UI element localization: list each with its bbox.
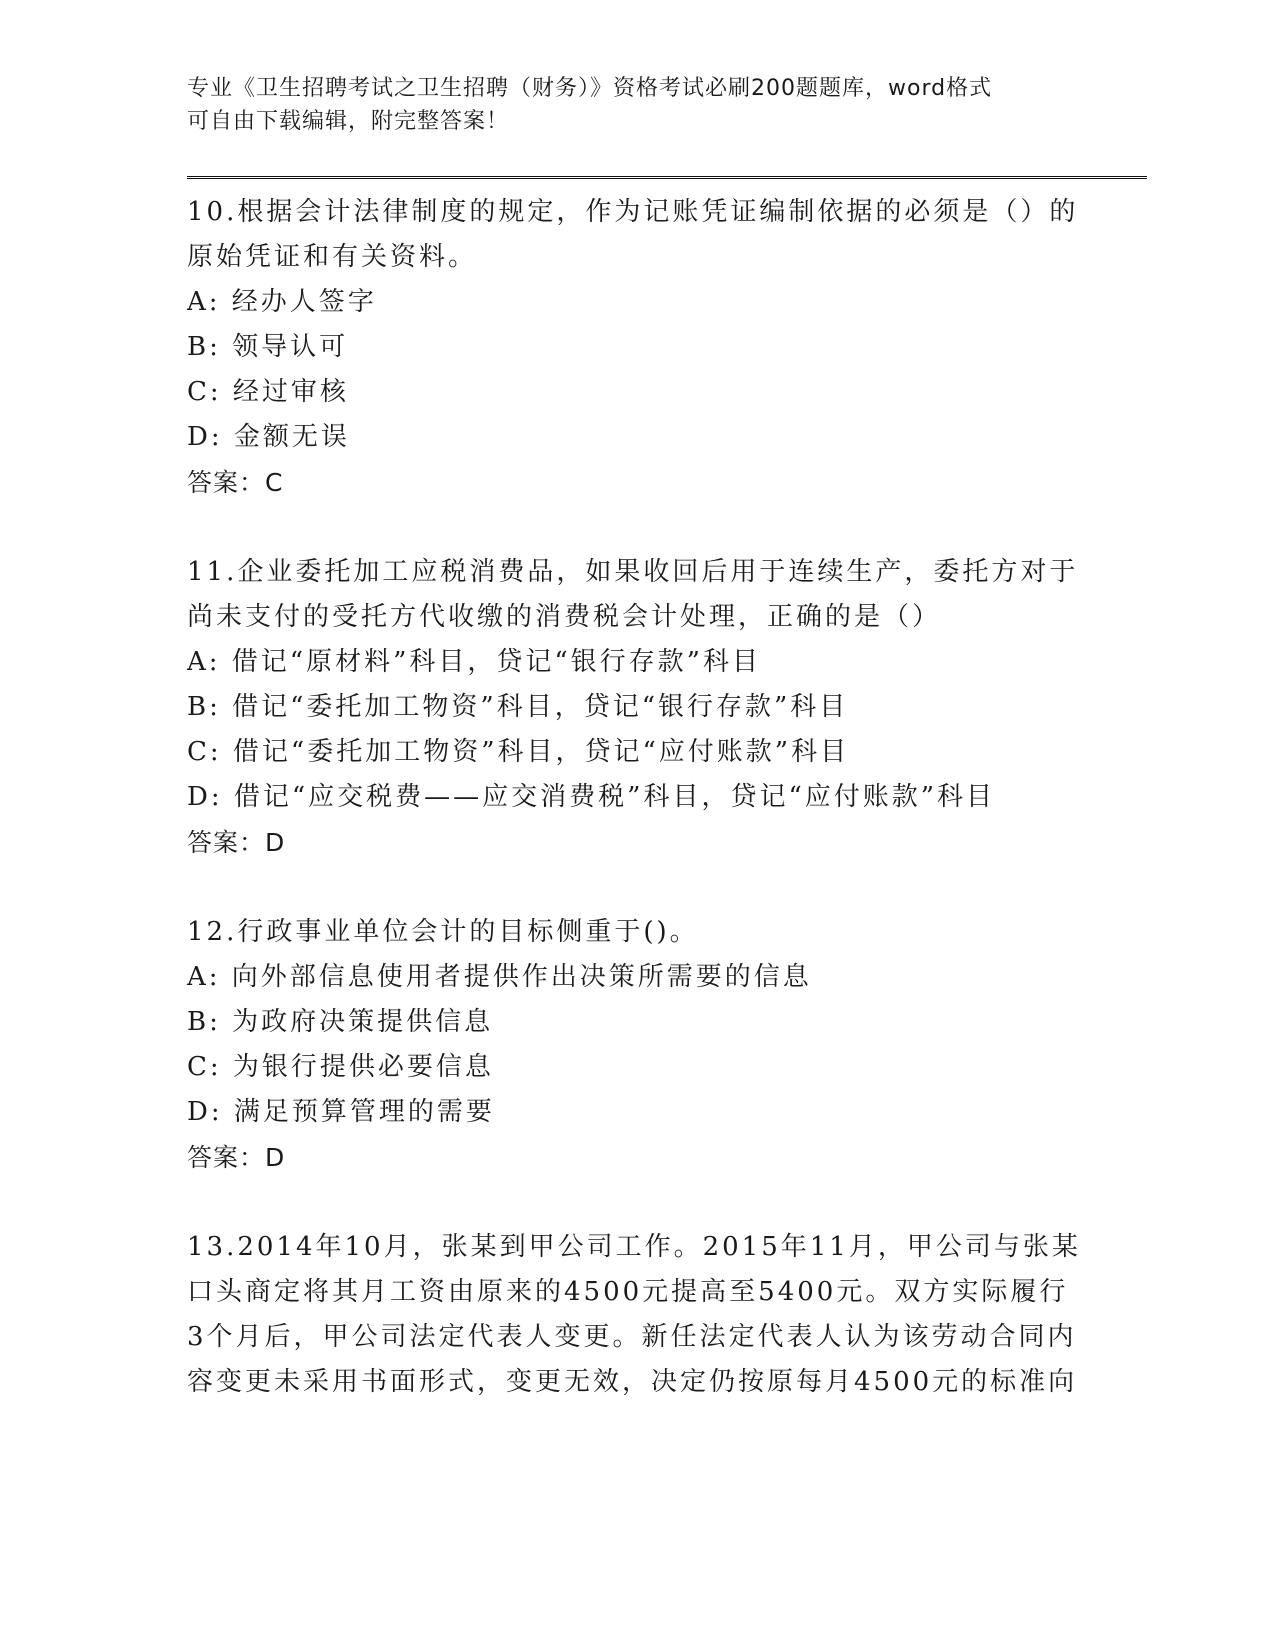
option-a: A: 经办人签字: [187, 287, 377, 317]
header-title-line1: 专业《卫生招聘考试之卫生招聘（财务）》资格考试必刷200题题库，word格式: [187, 76, 993, 101]
question-list: [187, 190, 1087, 1450]
question-12: [187, 910, 1087, 1180]
option-a: A: 向外部信息使用者提供作出决策所需要的信息: [187, 962, 812, 992]
option-d: D: 满足预算管理的需要: [187, 1097, 495, 1127]
question-stem: 12.行政事业单位会计的目标侧重于()。: [187, 917, 699, 947]
option-b: B: 为政府决策提供信息: [187, 1007, 494, 1037]
question-stem: 10.根据会计法律制度的规定，作为记账凭证编制依据的必须是（）的原始凭证和有关资料。: [187, 197, 1079, 272]
question-stem: 11.企业委托加工应税消费品，如果收回后用于连续生产，委托方对于尚未支付的受托方代收缴的消费税会计处理，正确的是（）: [187, 557, 1079, 632]
page-header: [187, 72, 1067, 138]
option-c: C: 借记“委托加工物资”科目，贷记“应付账款”科目: [187, 737, 850, 767]
header-title-line2: 可自由下载编辑，附完整答案！: [187, 109, 510, 134]
question-11: [187, 550, 1087, 865]
answer: 答案：C: [187, 468, 284, 497]
question-13: [187, 1225, 1087, 1405]
option-d: D: 金额无误: [187, 422, 350, 452]
option-b: B: 领导认可: [187, 332, 349, 362]
option-a: A: 借记“原材料”科目，贷记“银行存款”科目: [187, 647, 761, 677]
question-10: [187, 190, 1087, 505]
answer: 答案：D: [187, 1143, 286, 1172]
option-b: B: 借记“委托加工物资”科目，贷记“银行存款”科目: [187, 692, 849, 722]
option-c: C: 经过审核: [187, 377, 349, 407]
answer: 答案：D: [187, 828, 286, 857]
option-d: D: 借记“应交税费——应交消费税”科目，贷记“应付账款”科目: [187, 782, 996, 812]
option-c: C: 为银行提供必要信息: [187, 1052, 494, 1082]
question-stem: 13.2014年10月，张某到甲公司工作。2015年11月，甲公司与张某口头商定将其月工资由原来的4500元提高至5400元。双方实际履行3个月后，甲公司法定代表人变更。新任法定代表人认为该劳动合同内容变更未采用书面形式，变更无效，决定仍按原每月4500元的标准向: [187, 1232, 1081, 1397]
header-divider: [187, 176, 1147, 182]
